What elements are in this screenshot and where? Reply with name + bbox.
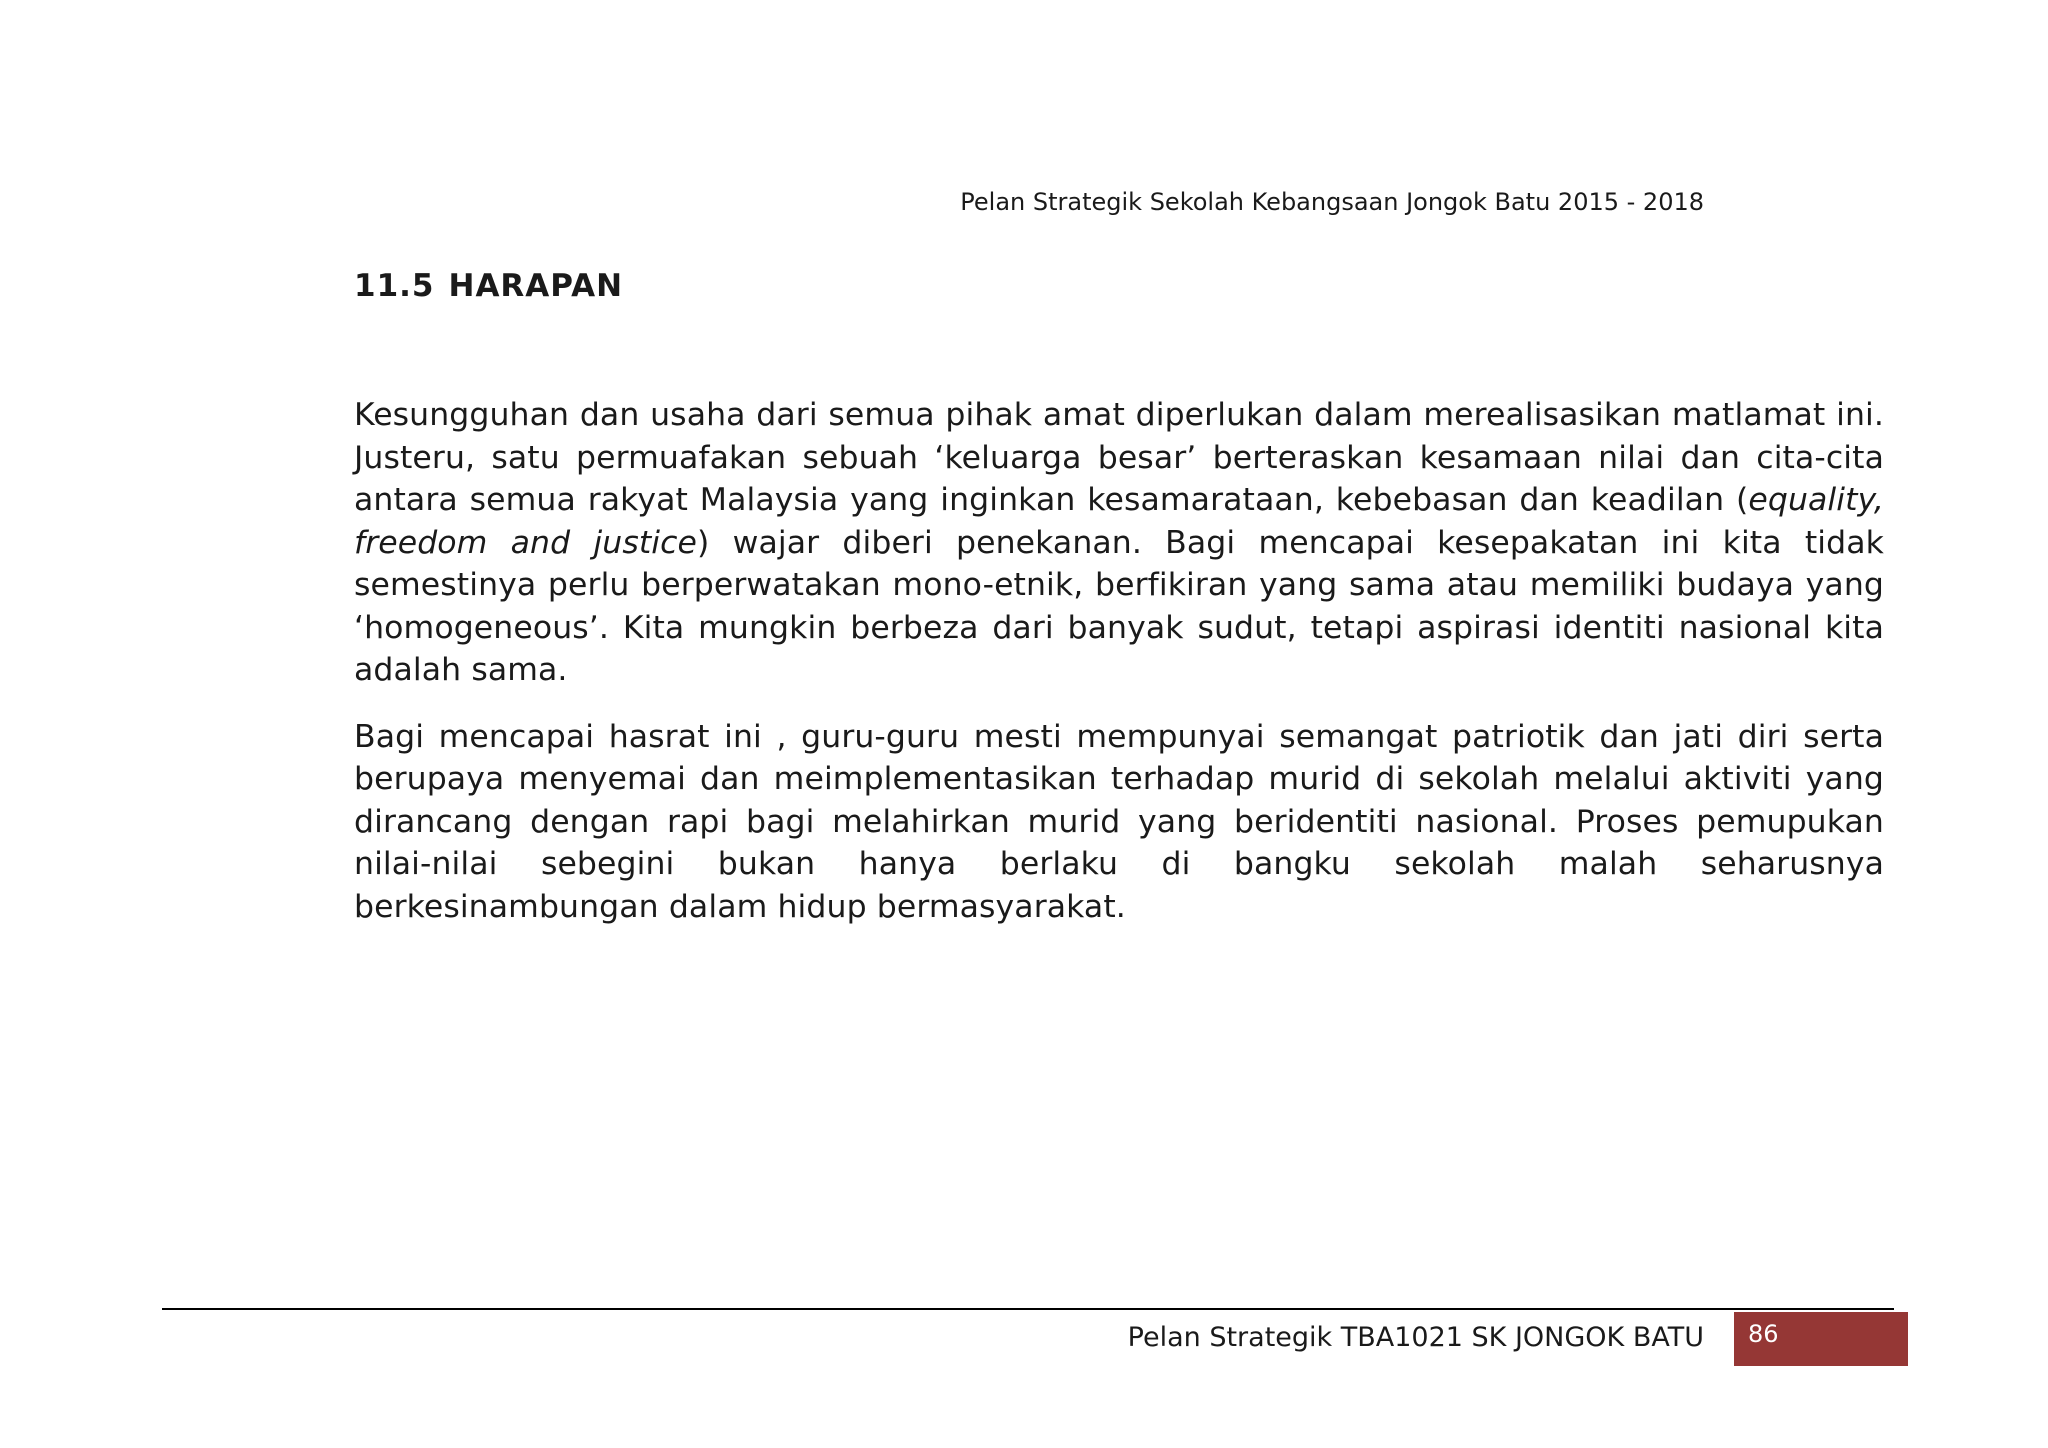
section-number: 11.5 — [354, 268, 435, 304]
section-heading — [354, 268, 623, 304]
paragraph-1-text-a: Kesungguhan dan usaha dari semua pihak amat diperlukan dalam merealisasikan matlamat ini. Justeru, satu permuafakan sebuah ‘keluarga besar’ berteraskan kesamaan nilai dan cita-cita antara semua rakyat Malaysia yang inginkan kesamarataan, kebebasan dan keadilan ( — [354, 397, 1884, 518]
footer-divider — [162, 1308, 1894, 1310]
footer-label: Pelan Strategik TBA1021 SK JONGOK BATU — [1127, 1322, 1704, 1353]
paragraph-1-text-b: ) wajar diberi penekanan. Bagi mencapai kesepakatan ini kita tidak semestinya perlu berperwatakan mono-etnik, berfikiran yang sama atau memiliki budaya yang ‘homogeneous’. Kita mungkin berbeza dari banyak sudut, tetapi aspirasi identiti nasional kita adalah sama. — [354, 524, 1884, 688]
page-number: 86 — [1748, 1320, 1779, 1348]
paragraph-1 — [354, 394, 1884, 692]
body-text — [354, 394, 1884, 952]
paragraph-2: Bagi mencapai hasrat ini , guru-guru mesti mempunyai semangat patriotik dan jati diri serta berupaya menyemai dan meimplementasikan terhadap murid di sekolah melalui aktiviti yang dirancang dengan rapi bagi melahirkan murid yang beridentiti nasional. Proses pemupukan nilai-nilai sebegini bukan hanya berlaku di bangku sekolah malah seharusnya berkesinambungan dalam hidup bermasyarakat. — [354, 718, 1884, 925]
section-title: HARAPAN — [448, 268, 624, 304]
page-number-badge — [1734, 1312, 1908, 1366]
running-header: Pelan Strategik Sekolah Kebangsaan Jongok Batu 2015 - 2018 — [960, 188, 1704, 216]
paragraph-1-italic-phrase: equality, freedom and justice — [354, 482, 1884, 561]
